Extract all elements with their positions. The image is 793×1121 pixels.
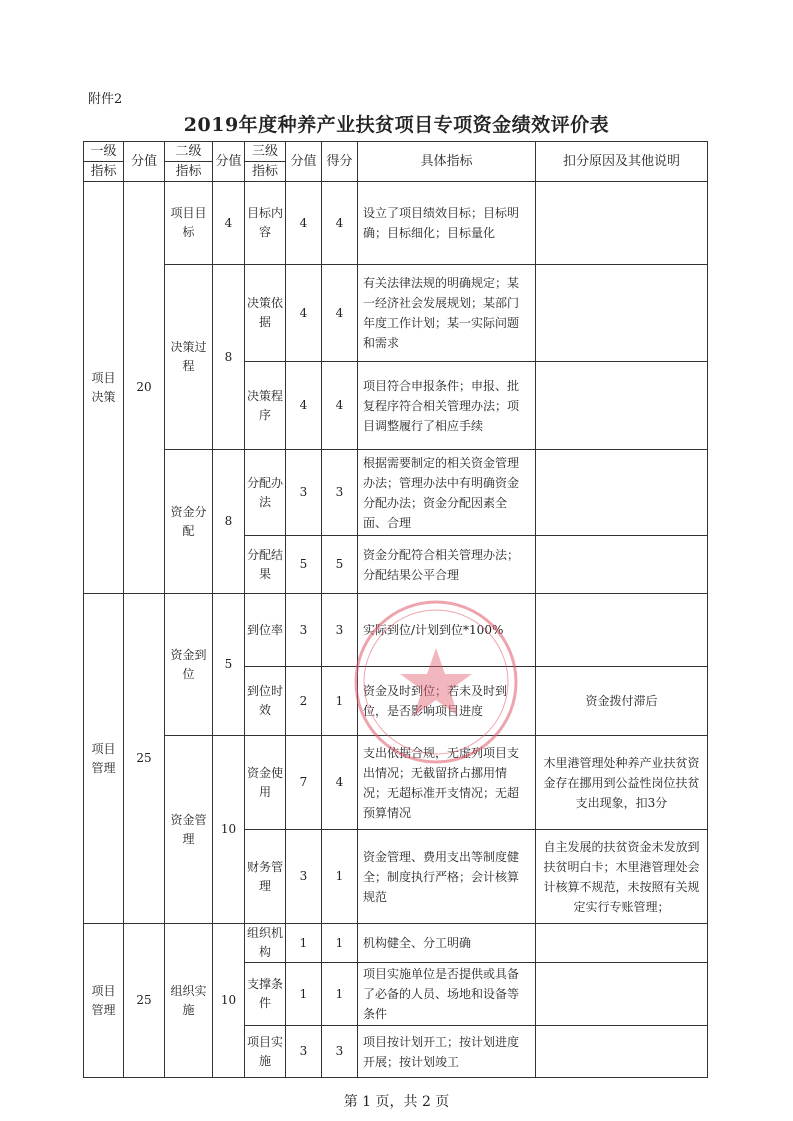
level2-name: 资金到位 <box>165 594 213 736</box>
level1-name: 项目决策 <box>84 182 124 594</box>
header-level1-bottom: 指标 <box>84 162 124 182</box>
level2-name: 项目目标 <box>165 182 213 265</box>
table-row <box>84 924 708 963</box>
level3-name: 到位率 <box>245 594 286 667</box>
level3-score: 3 <box>286 1026 322 1078</box>
level3-name: 项目实施 <box>245 1026 286 1078</box>
table-row <box>84 450 708 536</box>
level1-score: 25 <box>124 594 165 924</box>
specific-indicator: 设立了项目绩效目标；目标明确；目标细化；目标量化 <box>358 182 536 265</box>
table-row <box>84 182 708 265</box>
level3-got: 4 <box>322 182 358 265</box>
level3-name: 组织机构 <box>245 924 286 963</box>
level3-name: 支撑条件 <box>245 963 286 1026</box>
remark <box>536 594 708 667</box>
level3-score: 1 <box>286 924 322 963</box>
level2-score: 8 <box>213 265 245 450</box>
level3-got: 3 <box>322 450 358 536</box>
remark <box>536 924 708 963</box>
level3-name: 到位时效 <box>245 667 286 736</box>
evaluation-table <box>83 141 708 1078</box>
level3-got: 4 <box>322 362 358 450</box>
remark <box>536 362 708 450</box>
header-score: 分值 <box>124 142 165 182</box>
specific-indicator: 资金分配符合相关管理办法；分配结果公平合理 <box>358 536 536 594</box>
header-remarks: 扣分原因及其他说明 <box>536 142 708 182</box>
specific-indicator: 资金管理、费用支出等制度健全；制度执行严格；会计核算规范 <box>358 830 536 924</box>
level1-name: 项目管理 <box>84 594 124 924</box>
level3-score: 3 <box>286 594 322 667</box>
level3-score: 3 <box>286 830 322 924</box>
level3-got: 1 <box>322 963 358 1026</box>
level1-score: 20 <box>124 182 165 594</box>
level2-name: 资金分配 <box>165 450 213 594</box>
remark <box>536 1026 708 1078</box>
page-title: 2019年度种养产业扶贫项目专项资金绩效评价表 <box>183 114 610 136</box>
specific-indicator: 项目按计划开工；按计划进度开展；按计划竣工 <box>358 1026 536 1078</box>
level3-got: 4 <box>322 736 358 830</box>
level2-name: 资金管理 <box>165 736 213 924</box>
header-level2-top: 二级 <box>165 142 213 162</box>
header-score3: 分值 <box>286 142 322 182</box>
level1-name: 项目管理 <box>84 924 124 1078</box>
level3-name: 决策依据 <box>245 265 286 362</box>
level3-got: 3 <box>322 1026 358 1078</box>
specific-indicator: 根据需要制定的相关资金管理办法；管理办法中有明确资金分配办法；资金分配因素全面、合理 <box>358 450 536 536</box>
header-specific: 具体指标 <box>358 142 536 182</box>
specific-indicator: 支出依据合规，无虚列项目支出情况；无截留挤占挪用情况；无超标准开支情况；无超预算情况 <box>358 736 536 830</box>
remark <box>536 450 708 536</box>
level2-name: 组织实施 <box>165 924 213 1078</box>
table-row <box>84 265 708 362</box>
level3-got: 1 <box>322 667 358 736</box>
level3-got: 5 <box>322 536 358 594</box>
remark <box>536 182 708 265</box>
page-footer: 第 1 页，共 2 页 <box>343 1094 450 1110</box>
level3-got: 3 <box>322 594 358 667</box>
remark: 木里港管理处种养产业扶贫资金存在挪用到公益性岗位扶贫支出现象，扣3分 <box>536 736 708 830</box>
specific-indicator: 项目符合申报条件；申报、批复程序符合相关管理办法；项目调整履行了相应手续 <box>358 362 536 450</box>
remark <box>536 963 708 1026</box>
level3-score: 4 <box>286 265 322 362</box>
remark: 资金拨付滞后 <box>536 667 708 736</box>
level3-score: 1 <box>286 963 322 1026</box>
header-level2-bottom: 指标 <box>165 162 213 182</box>
level3-score: 2 <box>286 667 322 736</box>
level2-score: 4 <box>213 182 245 265</box>
level2-name: 决策过程 <box>165 265 213 450</box>
level3-got: 1 <box>322 924 358 963</box>
level1-score: 25 <box>124 924 165 1078</box>
level3-got: 4 <box>322 265 358 362</box>
header-level3-bottom: 指标 <box>245 162 286 182</box>
header-score2: 分值 <box>213 142 245 182</box>
level3-score: 4 <box>286 362 322 450</box>
level3-name: 分配结果 <box>245 536 286 594</box>
remark: 自主发展的扶贫资金未发放到扶贫明白卡；木里港管理处会计核算不规范，未按照有关规定实行专账管理； <box>536 830 708 924</box>
level3-score: 3 <box>286 450 322 536</box>
specific-indicator: 机构健全、分工明确 <box>358 924 536 963</box>
level3-name: 分配办法 <box>245 450 286 536</box>
remark <box>536 536 708 594</box>
header-level3-top: 三级 <box>245 142 286 162</box>
table-row <box>84 736 708 830</box>
level2-score: 10 <box>213 924 245 1078</box>
level2-score: 5 <box>213 594 245 736</box>
header-level1-top: 一级 <box>84 142 124 162</box>
remark <box>536 265 708 362</box>
level2-score: 8 <box>213 450 245 594</box>
header-got: 得分 <box>322 142 358 182</box>
specific-indicator: 有关法律法规的明确规定；某一经济社会发展规划；某部门年度工作计划；某一实际问题和需求 <box>358 265 536 362</box>
level2-score: 10 <box>213 736 245 924</box>
level3-score: 5 <box>286 536 322 594</box>
level3-name: 资金使用 <box>245 736 286 830</box>
level3-score: 4 <box>286 182 322 265</box>
level3-name: 财务管理 <box>245 830 286 924</box>
specific-indicator: 资金及时到位；若未及时到位，是否影响项目进度 <box>358 667 536 736</box>
level3-score: 7 <box>286 736 322 830</box>
attachment-label: 附件2 <box>88 92 123 107</box>
specific-indicator: 实际到位/计划到位*100% <box>358 594 536 667</box>
table-row <box>84 594 708 667</box>
level3-name: 目标内容 <box>245 182 286 265</box>
specific-indicator: 项目实施单位是否提供或具备了必备的人员、场地和设备等条件 <box>358 963 536 1026</box>
level3-got: 1 <box>322 830 358 924</box>
level3-name: 决策程序 <box>245 362 286 450</box>
